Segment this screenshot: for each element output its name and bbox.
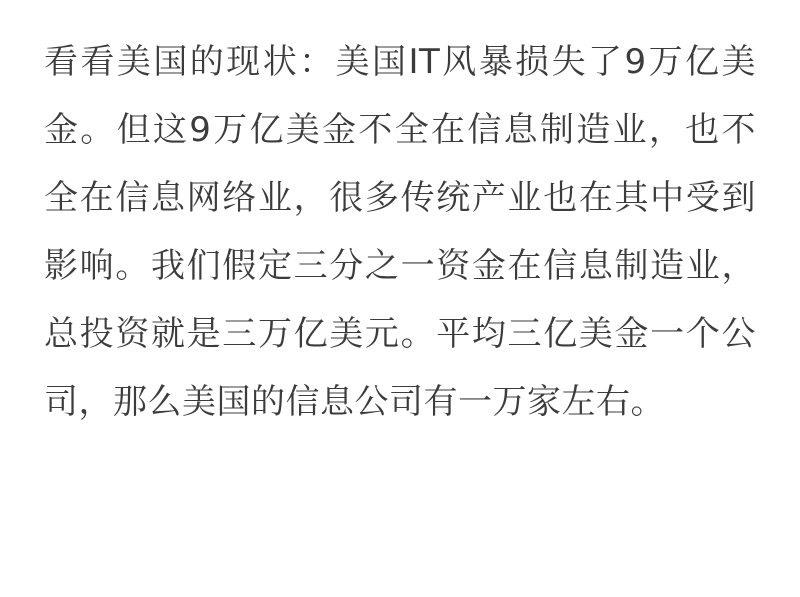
body-paragraph: 看看美国的现状：美国IT风暴损失了9万亿美金。但这9万亿美金不全在信息制造业，也不全在信息网络业，很多传统产业也在其中受到影响。我们假定三分之一资金在信息制造业，总投资就是三万亿美元。平均三亿美金一个公司，那么美国的信息公司有一万家左右。 xyxy=(44,42,756,422)
